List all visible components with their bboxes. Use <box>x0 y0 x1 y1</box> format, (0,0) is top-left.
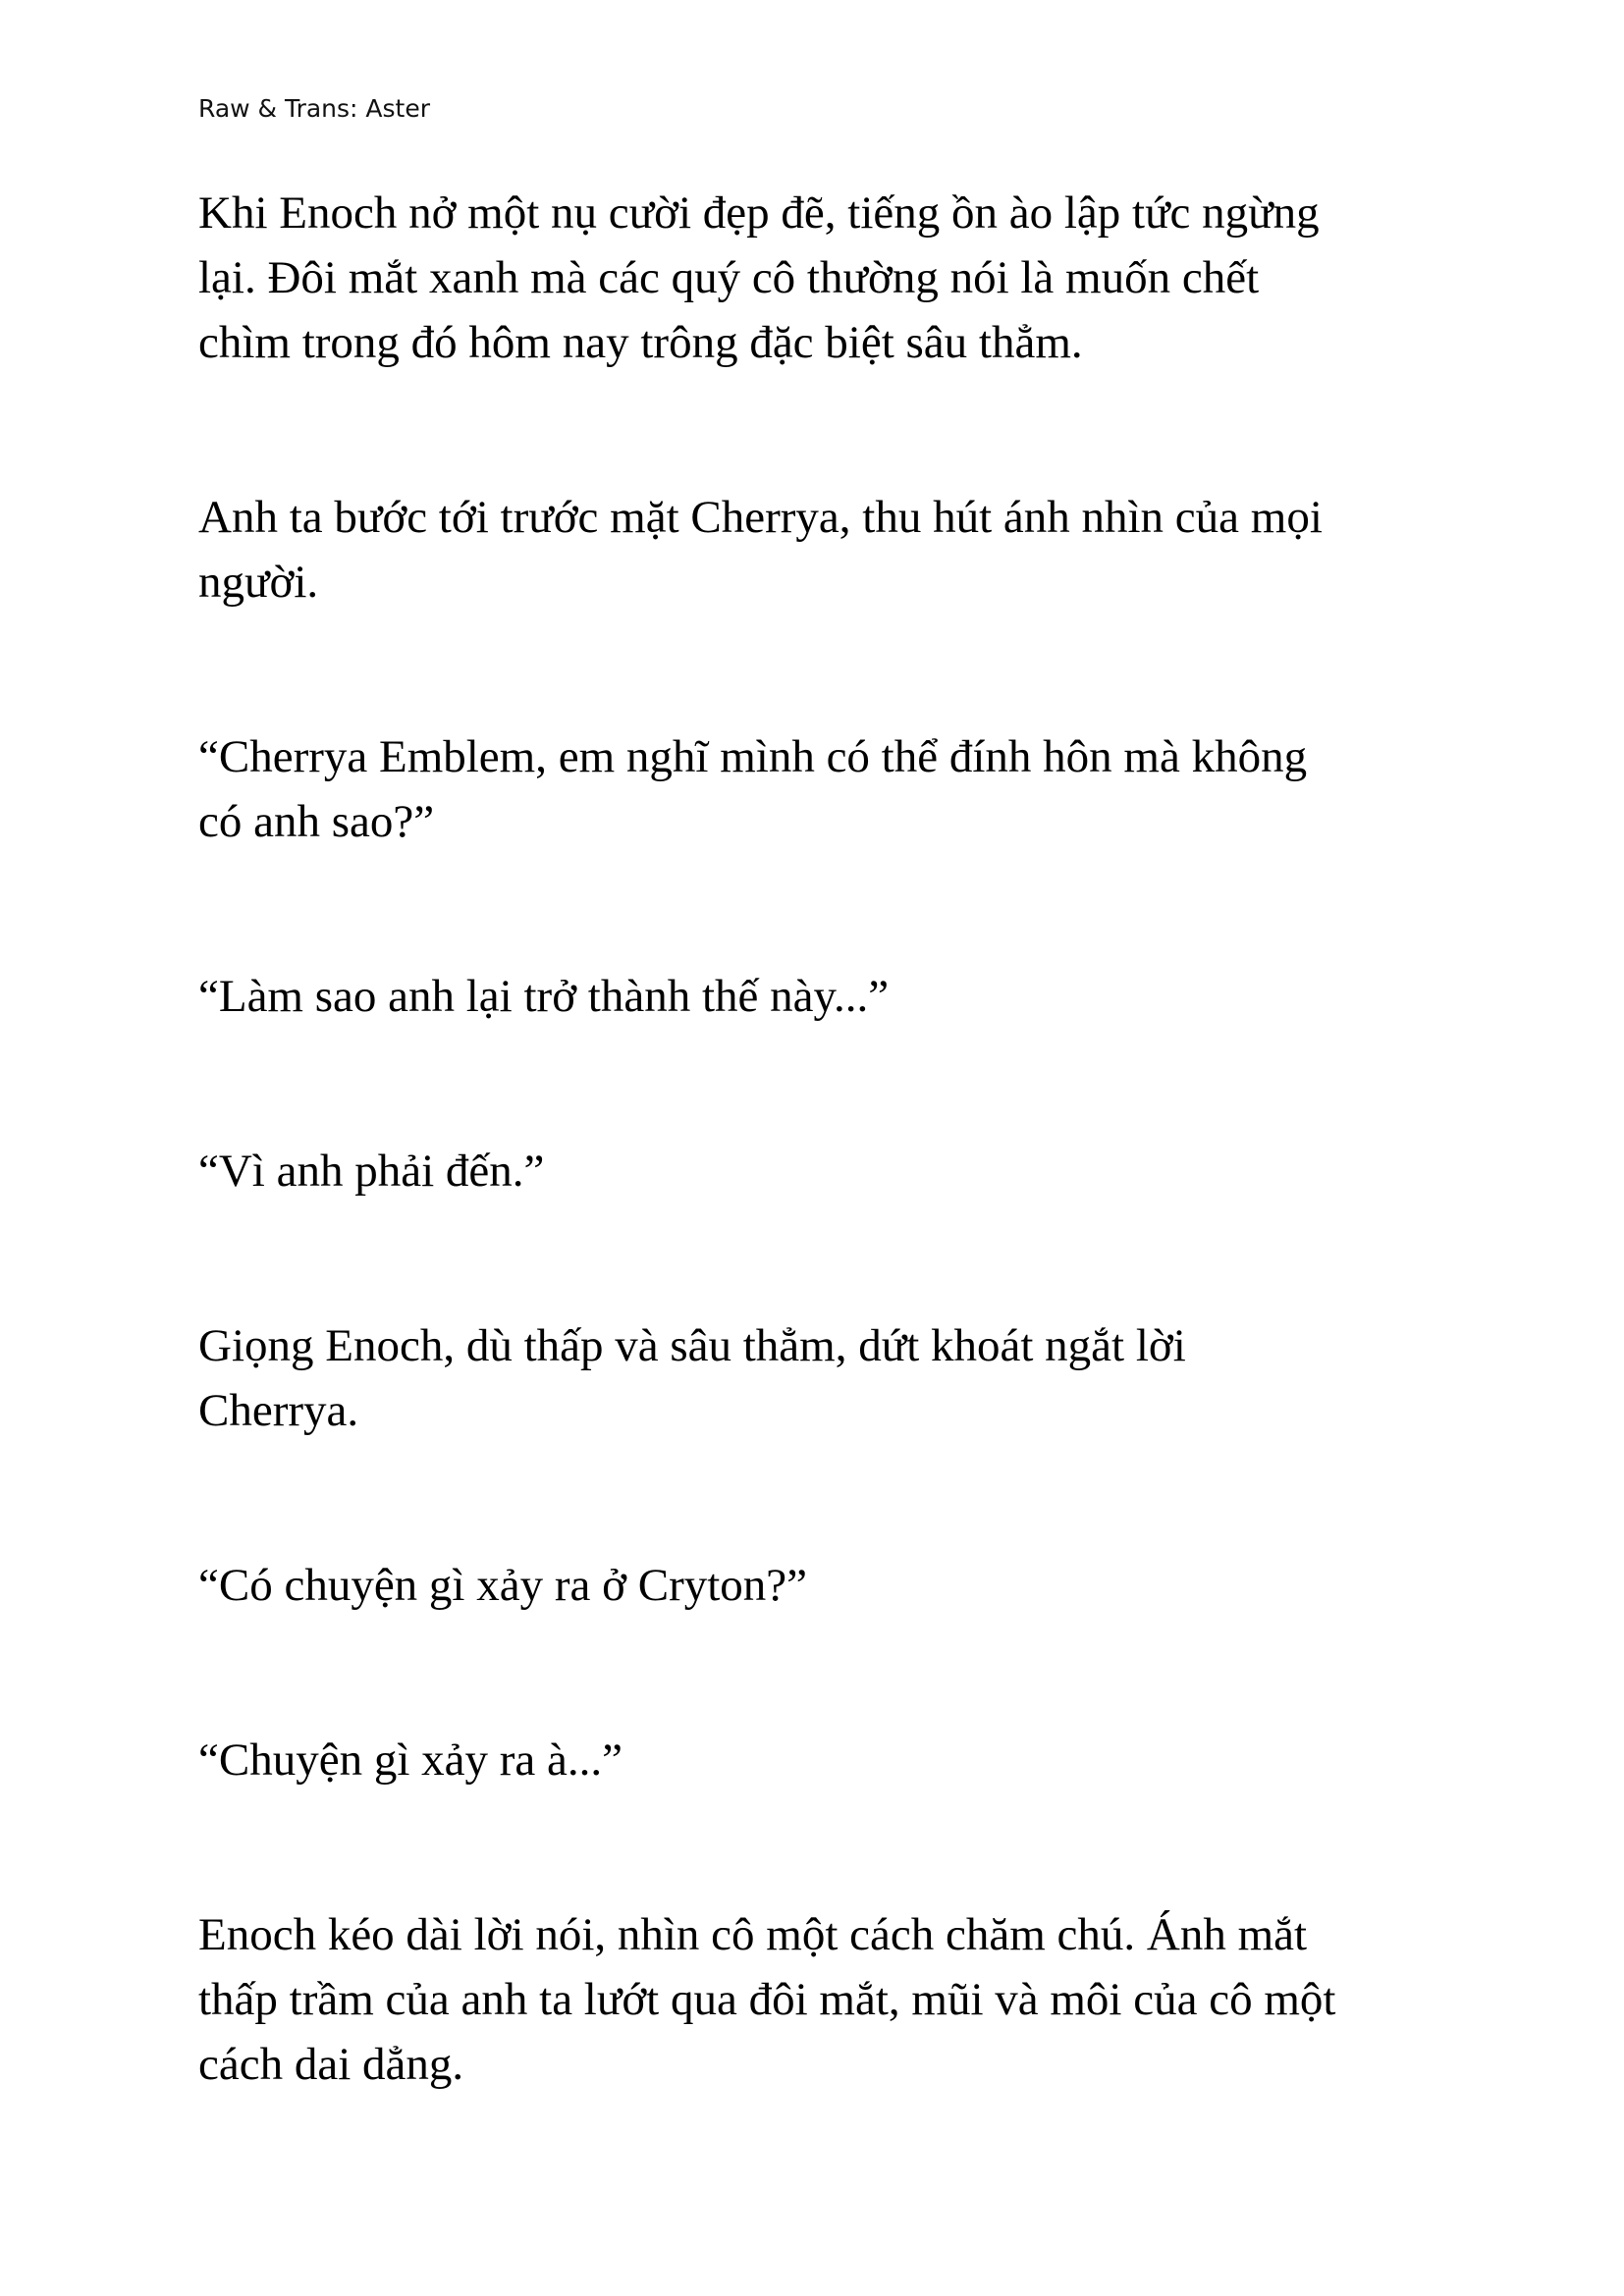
paragraph <box>198 1553 1475 1618</box>
paragraph <box>198 181 1475 375</box>
document-body <box>198 181 1475 2207</box>
paragraph-line: có anh sao?” <box>198 796 435 847</box>
translator-credit: Raw & Trans: Aster <box>198 94 430 123</box>
paragraph-line: Giọng Enoch, dù thấp và sâu thẳm, dứt khoát ngắt lời <box>198 1320 1186 1371</box>
paragraph-line: chìm trong đó hôm nay trông đặc biệt sâu thẳm. <box>198 317 1083 368</box>
paragraph-line: “Chuyện gì xảy ra à...” <box>198 1735 623 1786</box>
paragraph-line: Anh ta bước tới trước mặt Cherrya, thu hút ánh nhìn của mọi <box>198 492 1323 543</box>
paragraph <box>198 964 1475 1029</box>
paragraph-line: Cherrya. <box>198 1385 359 1436</box>
paragraph <box>198 485 1475 614</box>
paragraph-line: “Cherrya Emblem, em nghĩ mình có thể đính hôn mà không <box>198 731 1308 782</box>
paragraph <box>198 1313 1475 1443</box>
paragraph-line: “Vì anh phải đến.” <box>198 1146 545 1197</box>
paragraph-line: Khi Enoch nở một nụ cười đẹp đẽ, tiếng ồn ào lập tức ngừng <box>198 187 1320 239</box>
paragraph-line: người. <box>198 557 319 608</box>
paragraph <box>198 724 1475 854</box>
paragraph-line: cách dai dẳng. <box>198 2039 464 2090</box>
paragraph-line: “Có chuyện gì xảy ra ở Cryton?” <box>198 1560 807 1611</box>
paragraph <box>198 1902 1475 2097</box>
paragraph-line: “Làm sao anh lại trở thành thế này...” <box>198 971 890 1022</box>
paragraph-line: lại. Đôi mắt xanh mà các quý cô thường nói là muốn chết <box>198 252 1260 303</box>
paragraph-line: thấp trầm của anh ta lướt qua đôi mắt, mũi và môi của cô một <box>198 1974 1336 2025</box>
paragraph-line: Enoch kéo dài lời nói, nhìn cô một cách chăm chú. Ánh mắt <box>198 1909 1308 1960</box>
paragraph <box>198 1139 1475 1203</box>
paragraph <box>198 1728 1475 1792</box>
